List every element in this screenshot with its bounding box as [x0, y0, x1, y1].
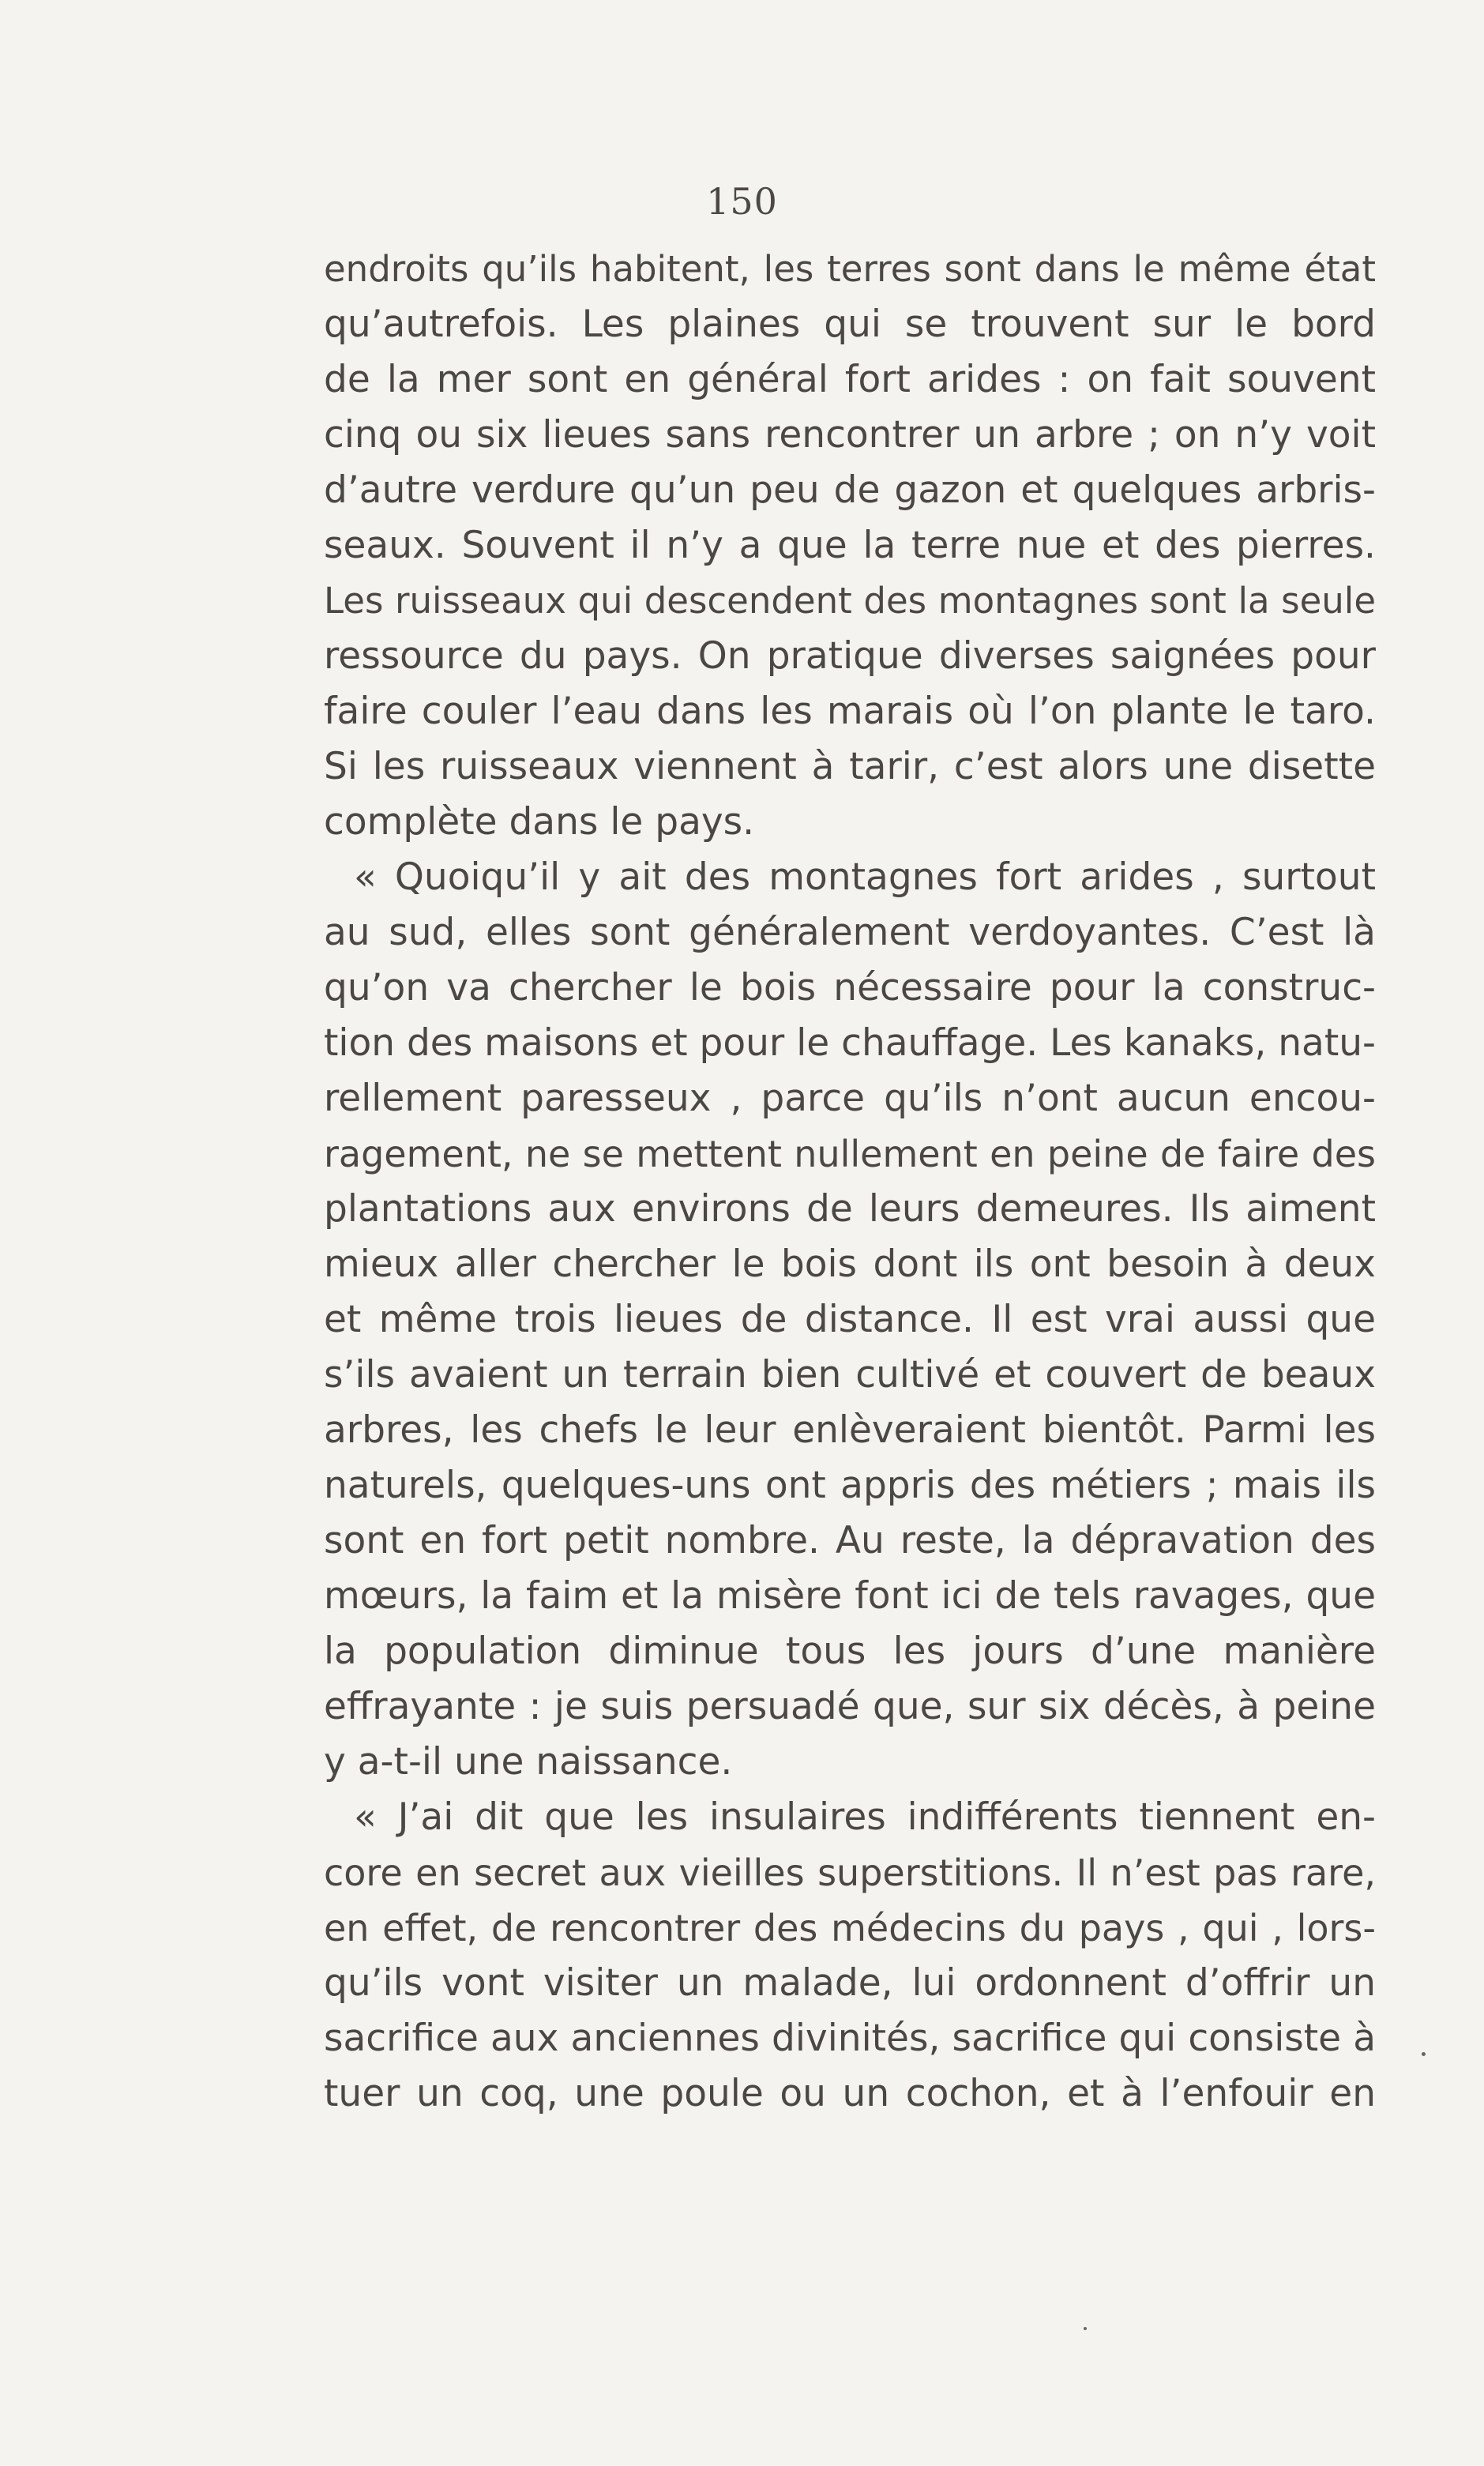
text-line: Les ruisseaux qui descendent des montagnes sont la seule: [324, 580, 1376, 622]
text-line: la population diminue tous les jours d’une manière: [324, 1630, 1376, 1673]
text-line: complète dans le pays.: [324, 800, 755, 844]
text-line: cinq ou six lieues sans rencontrer un arbre ; on n’y voit: [324, 413, 1376, 457]
text-line: ressource du pays. On pratique diverses saignées pour: [324, 634, 1376, 678]
text-line: naturels, quelques-uns ont appris des métiers ; mais ils: [324, 1464, 1376, 1507]
text-line: effrayante : je suis persuadé que, sur six décès, à peine: [324, 1685, 1376, 1728]
ink-speck: [1084, 2327, 1087, 2330]
text-line: core en secret aux vieilles superstitions. Il n’est pas rare,: [324, 1851, 1376, 1894]
text-line: qu’autrefois. Les plaines qui se trouvent sur le bord: [324, 303, 1376, 346]
text-line: qu’on va chercher le bois nécessaire pour la construc-: [324, 966, 1376, 1009]
text-line: seaux. Souvent il n’y a que la terre nue et des pierres.: [324, 524, 1376, 567]
text-line: de la mer sont en général fort arides : on fait souvent: [324, 358, 1376, 401]
text-line: arbres, les chefs le leur enlèveraient bientôt. Parmi les: [324, 1408, 1376, 1452]
text-line: Si les ruisseaux viennent à tarir, c’est alors une disette: [324, 745, 1376, 788]
text-line: en effet, de rencontrer des médecins du pays , qui , lors-: [324, 1907, 1376, 1949]
body-text: [324, 242, 1376, 2122]
text-line: s’ils avaient un terrain bien cultivé et couvert de beaux: [324, 1353, 1376, 1397]
text-line: d’autre verdure qu’un peu de gazon et quelques arbris-: [324, 468, 1376, 512]
text-line: mœurs, la faim et la misère font ici de tels ravages, que: [324, 1574, 1376, 1618]
text-line: et même trois lieues de distance. Il est vrai aussi que: [324, 1298, 1376, 1341]
text-line: sacrifice aux anciennes divinités, sacrifice qui consiste à: [324, 2017, 1376, 2060]
text-line: ragement, ne se mettent nullement en peine de faire des: [324, 1133, 1376, 1175]
text-line: mieux aller chercher le bois dont ils ont besoin à deux: [324, 1242, 1376, 1286]
text-line: y a-t-il une naissance.: [324, 1740, 733, 1784]
text-line: qu’ils vont visiter un malade, lui ordonnent d’offrir un: [324, 1961, 1376, 2005]
text-line: endroits qu’ils habitent, les terres sont dans le même état: [324, 248, 1376, 290]
text-line: plantations aux environs de leurs demeures. Ils aiment: [324, 1187, 1376, 1231]
text-line: tion des maisons et pour le chauffage. Les kanaks, natu-: [324, 1021, 1376, 1065]
text-line: « Quoiqu’il y ait des montagnes fort arides , surtout: [354, 855, 1376, 899]
text-line: sont en fort petit nombre. Au reste, la dépravation des: [324, 1519, 1376, 1562]
text-line: rellement paresseux , parce qu’ils n’ont aucun encou-: [324, 1077, 1376, 1120]
text-line: au sud, elles sont généralement verdoyantes. C’est là: [324, 911, 1376, 954]
text-line: faire couler l’eau dans les marais où l’on plante le taro.: [324, 690, 1376, 733]
page-number: 150: [706, 180, 778, 223]
text-line: « J’ai dit que les insulaires indifférents tiennent en-: [354, 1795, 1376, 1839]
text-line: tuer un coq, une poule ou un cochon, et à l’enfouir en: [324, 2072, 1376, 2115]
ink-speck: [1422, 2052, 1426, 2056]
